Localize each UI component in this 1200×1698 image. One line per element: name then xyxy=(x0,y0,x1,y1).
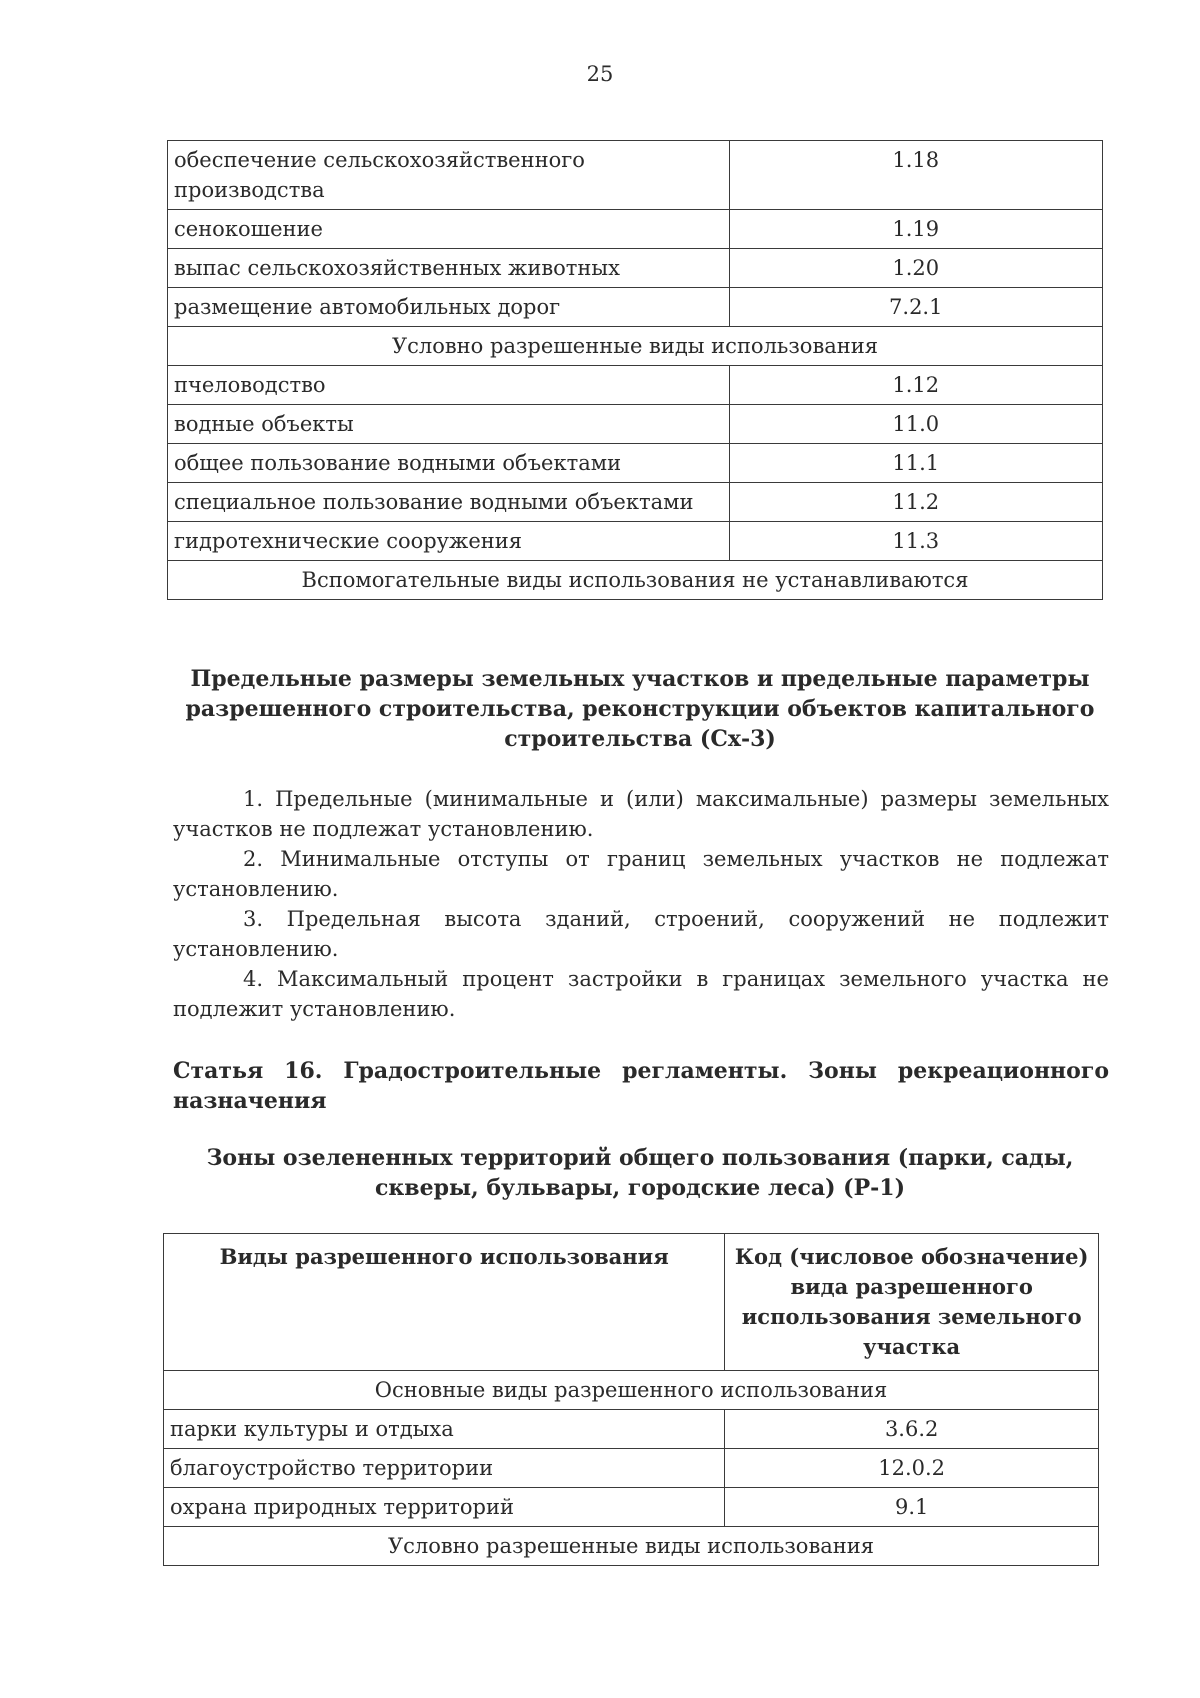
use-code: 11.2 xyxy=(729,483,1103,522)
use-code: 1.19 xyxy=(729,210,1103,249)
use-name: обеспечение сельскохозяйственного производства xyxy=(168,141,730,210)
use-name: размещение автомобильных дорог xyxy=(168,288,730,327)
table-row xyxy=(168,141,1103,210)
limits-paragraphs xyxy=(173,784,1109,1024)
zone-heading: Зоны озелененных территорий общего пользования (парки, сады, скверы, бульвары, городские леса) (Р-1) xyxy=(206,1145,1074,1201)
use-name: специальное пользование водными объектами xyxy=(168,483,730,522)
section-row xyxy=(164,1527,1099,1566)
land-use-table-cx3 xyxy=(167,140,1103,600)
use-code: 11.3 xyxy=(729,522,1103,561)
auxiliary-uses-note: Вспомогательные виды использования не устанавливаются xyxy=(168,561,1103,600)
table-row xyxy=(164,1449,1099,1488)
use-code: 12.0.2 xyxy=(725,1449,1099,1488)
use-name: благоустройство территории xyxy=(164,1449,725,1488)
table-header-row xyxy=(164,1234,1099,1371)
table-row xyxy=(168,522,1103,561)
use-code: 11.0 xyxy=(729,405,1103,444)
main-uses-title: Основные виды разрешенного использования xyxy=(164,1371,1099,1410)
use-name: водные объекты xyxy=(168,405,730,444)
conditional-uses-title: Условно разрешенные виды использования xyxy=(168,327,1103,366)
use-name: выпас сельскохозяйственных животных xyxy=(168,249,730,288)
page-number: 25 xyxy=(586,62,614,86)
section-row xyxy=(164,1371,1099,1410)
section-row xyxy=(168,561,1103,600)
limits-heading: Предельные размеры земельных участков и предельные параметры разрешенного строительства, реконструкции объектов капитального строительства (Сх-3) xyxy=(185,666,1095,752)
use-name: сенокошение xyxy=(168,210,730,249)
use-code: 1.18 xyxy=(729,141,1103,210)
paragraph: 3. Предельная высота зданий, строений, сооружений не подлежит установлению. xyxy=(173,907,1109,961)
use-name: парки культуры и отдыха xyxy=(164,1410,725,1449)
use-code: 9.1 xyxy=(725,1488,1099,1527)
table-row xyxy=(168,288,1103,327)
paragraph: 1. Предельные (минимальные и (или) максимальные) размеры земельных участков не подлежат установлению. xyxy=(173,787,1109,841)
use-code: 7.2.1 xyxy=(729,288,1103,327)
table-row xyxy=(168,210,1103,249)
column-header-code: Код (числовое обозначение) вида разрешенного использования земельного участка xyxy=(725,1234,1099,1371)
use-name: пчеловодство xyxy=(168,366,730,405)
use-code: 1.12 xyxy=(729,366,1103,405)
section-row xyxy=(168,327,1103,366)
use-code: 11.1 xyxy=(729,444,1103,483)
use-name: охрана природных территорий xyxy=(164,1488,725,1527)
table-row xyxy=(168,444,1103,483)
paragraph: 4. Максимальный процент застройки в границах земельного участка не подлежит установлению. xyxy=(173,967,1109,1021)
paragraph: 2. Минимальные отступы от границ земельных участков не подлежат установлению. xyxy=(173,847,1109,901)
land-use-table-r1 xyxy=(163,1233,1099,1566)
use-name: общее пользование водными объектами xyxy=(168,444,730,483)
table-row xyxy=(164,1488,1099,1527)
use-code: 1.20 xyxy=(729,249,1103,288)
table-row xyxy=(168,405,1103,444)
column-header-uses: Виды разрешенного использования xyxy=(164,1234,725,1371)
conditional-uses-title: Условно разрешенные виды использования xyxy=(164,1527,1099,1566)
table-row xyxy=(168,483,1103,522)
table-row xyxy=(168,366,1103,405)
use-name: гидротехнические сооружения xyxy=(168,522,730,561)
use-code: 3.6.2 xyxy=(725,1410,1099,1449)
table-row xyxy=(168,249,1103,288)
article-heading: Статья 16. Градостроительные регламенты. Зоны рекреационного назначения xyxy=(173,1058,1109,1114)
table-row xyxy=(164,1410,1099,1449)
